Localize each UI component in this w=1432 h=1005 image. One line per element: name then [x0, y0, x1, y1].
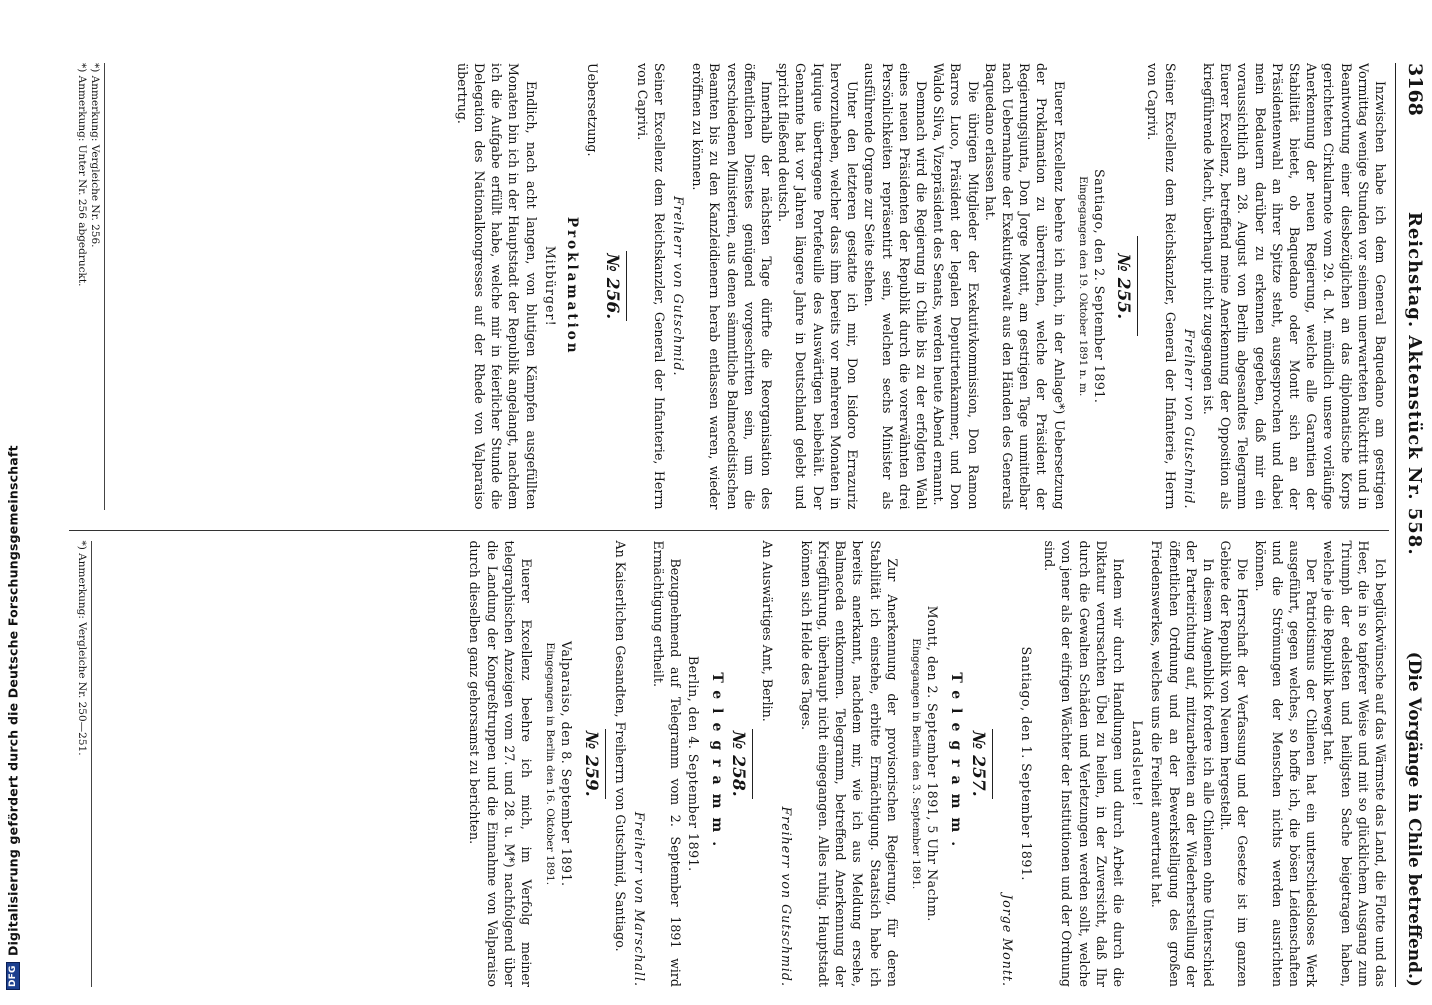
footnote: *) Anmerkung: Vergleiche Nr. 256.	[89, 63, 101, 248]
divider	[752, 729, 753, 799]
footnotes	[75, 63, 105, 510]
signature: Freiherr von Gutschmid.	[1181, 328, 1197, 510]
credit-text-container	[2, 0, 24, 1000]
salutation: Landsleute!	[1130, 720, 1146, 808]
document-number: № 256.	[602, 253, 623, 320]
page-header	[1395, 63, 1426, 987]
paragraph: Inzwischen habe ich dem General Baquedano am gestrigen Vormittag wenige Stunden vor seinem unerwarteten Rücktritt und in Beantwortung einer diesbezüglichen an das diplomatische Korps gerichteten Cirkularnote vom 29. d. M. mündlich unsere vorläufige Anerkennung der neuen Regierung, welche alle Garantien der Stabilität bietet, ob Baquedano oder Montt sich an der Präsidentenwahl an ihrer Spitze steht, ausgesprochen und dabei mein Bedauern darüber zu erkennen gegeben, daß mir ein voraussichtlich am 28. August von Berlin abgesandtes Telegramm Euerer Excellenz, betreffend meine Anerkennung der Opposition als kriegführende Macht, überhaupt nicht zugegangen ist.	[1200, 63, 1388, 510]
paragraph: Innerhalb der nächsten Tage dürfte die Reorganisation des öffentlichen Dienstes genügend vorgeschritten sein, um die verschiedenen Ministerien, aus denen sämmtliche Balmacedistischen Beamten bis zu den Kanzleidienern herab entlassen waren, wieder eröffnen zu können.	[690, 63, 775, 510]
paragraph: In diesem Augenblick fordere ich alle Chilenen ohne Unterschied der Parteirichtung auf, mitzuarbeiten an der Wiederherstellung der öffentlichen Ordnung und an der Bewerkstelligung des großen Friedenswerkes, welches uns die Freiheit anvertraut hat.	[1149, 540, 1216, 987]
text-columns	[69, 63, 1389, 987]
section-heading: Telegramm.	[708, 672, 725, 856]
digitization-credit: Digitalisierung gefördert durch die Deutsche Forschungsgemeinschaft	[5, 445, 21, 957]
divider	[605, 729, 606, 799]
addressee: Seiner Excellenz dem Reichskanzler, General der Infanterie, Herrn von Caprivi.	[1145, 63, 1178, 510]
footnote: *) Anmerkung: Unter Nr. 256 abgedruckt.	[76, 63, 88, 287]
paragraph: Die übrigen Mitglieder der Exekutivkommission, Don Ramon Barros Luco, Präsident der legalen Deputirtenkammer, und Don Waldo Silva, Vizepräsident des Senats, werden heute Abend ernannt.	[931, 63, 981, 510]
footnotes	[75, 541, 92, 988]
paragraph: Zur Anerkennung der provisorischen Regierung, für deren Stabilität ich einstehe, erbitte Ermächtigung. Staatsich habe ich bereits anerkannt, nachdem mir, wie ich aus Meldung ersehe, Balmaceda entkommen. Telegramm, betreffend Anerkennung der Kriegführung, überhaupt nicht eingegangen. Alles ruhig. Hauptstadt können sich Helde des Tages.	[798, 540, 900, 987]
page-number: 3168	[1404, 63, 1426, 116]
paragraph: Der Patriotismus der Chilenen hat ein unterschiedsloses Werk ausgeführt, gegen welches, so hoffe ich, die bösen Leidenschaften und die Strömungen der Menschen nichts werden ausrichten können.	[1252, 540, 1320, 987]
divider	[626, 251, 627, 321]
paragraph: Endlich, nach acht langen, von blutigen Kämpfen ausgefüllten Monaten bin ich in der Hauptstadt der Republik angelangt, nachdem ich die Aufgabe erfüllt habe, welche mir in feierlicher Stunde die Delegation des Nationalkongresses auf der Rhede von Valparaiso übertrug.	[454, 63, 539, 510]
scan-credit-strip	[0, 0, 26, 1000]
paragraph: Euerer Excellenz beehre ich mich, in der Anlage*) Uebersetzung der Proklamation zu überreichen, welche der Präsident der Regierungsjunta, Don Jorge Montt, am gestrigen Tage unmittelbar nach Uebernahme der Exekutivgewalt aus den Händen des Generals Baquedano erlassen hat.	[982, 63, 1067, 510]
left-column	[69, 63, 1389, 510]
addressee: An Kaiserlichen Gesandten, Freiherrn von Gutschmid, Santiago.	[612, 540, 628, 952]
dateline: Santiago, den 2. September 1891.	[1091, 169, 1107, 404]
header-subject: (Die Vorgänge in Chile betreffend.)	[1404, 651, 1424, 987]
divider	[992, 729, 993, 799]
salutation: Mitbürger!	[542, 245, 558, 327]
dateline: Santiago, den 1. September 1891.	[1018, 646, 1034, 881]
document-number: № 258.	[728, 730, 749, 797]
section-heading: Telegramm.	[948, 672, 965, 856]
received-note: Eingegangen in Berlin den 3. September 1891.	[909, 638, 922, 890]
scanned-page	[42, 45, 1432, 1005]
paragraph: Unter den letzteren gestatte ich mir, Don Isidoro Errazuriz hervorzuheben, welcher dass ihm bereits vor mehreren Monaten in Iquique übertragene Portefeuille des Auswärtigen beibehält. Der Genannte hat vor Jahren längere Jahre in Deutschland gelebt und spricht fließend deutsch.	[776, 63, 861, 510]
footnote: *) Anmerkung: Vergleiche Nr. 250—251.	[76, 540, 88, 756]
signature: Jorge Montt.	[999, 894, 1015, 987]
received-note: Eingegangen den 19. Oktober 1891 n. m.	[1076, 176, 1089, 397]
translation-label: Uebersetzung.	[585, 63, 601, 157]
paragraph: Ich beglückwünsche auf das Wärmste das Land, die Flotte und das Heer, die in so tapferer Weise und mit so glücklichem Ausgang zum Triumph der edelsten und heiligsten Sache beigetragen haben, welche je die Republik bewegt hat.	[1321, 540, 1388, 987]
document-number: № 255.	[1113, 253, 1134, 320]
paragraph: Indem wir durch Handlungen und durch Arbeit die durch die Diktatur verursachten Übel zu heilen, in der Zuversicht, daß Ihr durch die Gewalten Schäden und Verletzungen werden sollt, welche von jener als der eifrigen Wächter der Institutionen und der Ordnung sind.	[1042, 540, 1126, 987]
section-heading: Proklamation	[564, 216, 581, 356]
dateline: Valparaiso, den 8. September 1891.	[559, 641, 575, 887]
document-number: № 259.	[580, 730, 601, 797]
signature: Freiherr von Gutschmid.	[671, 195, 687, 377]
header-title: Reichstag. Aktenstück Nr. 558.	[1404, 211, 1425, 556]
signature: Freiherr von Gutschmid.	[779, 806, 795, 987]
document-number: № 257.	[967, 730, 988, 797]
paragraph: Demnach wird die Regierung in Chile bis zu der erfolgten Wahl eines neuen Präsidenten der Republik durch die vorerwähnten drei Persönlichkeiten repräsentirt sein, welchen sechs Minister als ausführende Organe zur Seite stehen.	[862, 63, 929, 510]
right-column	[69, 530, 1389, 988]
dateline: Montt, den 2. September 1891, 5 Uhr Nachm.	[925, 605, 941, 922]
addressee: An Auswärtiges Amt, Berlin.	[760, 540, 776, 722]
received-note: Eingegangen in Berlin den 16. Oktober 1891.	[544, 642, 557, 886]
dateline: Berlin, den 4. September 1891.	[685, 655, 701, 872]
dfg-logo: DFG	[6, 962, 20, 990]
paragraph: Euerer Excellenz beehre ich mich, im Verfolg meiner telegraphischen Anzeigen vom 27. und 28. u. M*) nachfolgend über die Landung der Kongreßtruppen und die Einnahme von Valparaiso durch dieselben ganz gehorsamst zu berichten.	[467, 540, 535, 987]
paragraph: Bezugnehmend auf Telegramm vom 2. September 1891 wird Ermächtigung ertheilt.	[651, 540, 684, 987]
signature: Freiherr von Marschall.	[632, 811, 648, 987]
addressee: Seiner Excellenz dem Reichskanzler, General der Infanterie, Herrn von Caprivi.	[634, 63, 667, 510]
paragraph: Die Herrschaft der Verfassung und der Gesetze ist im ganzen Gebiete der Republik von Neuem hergestellt.	[1218, 540, 1251, 987]
divider	[1137, 236, 1138, 336]
